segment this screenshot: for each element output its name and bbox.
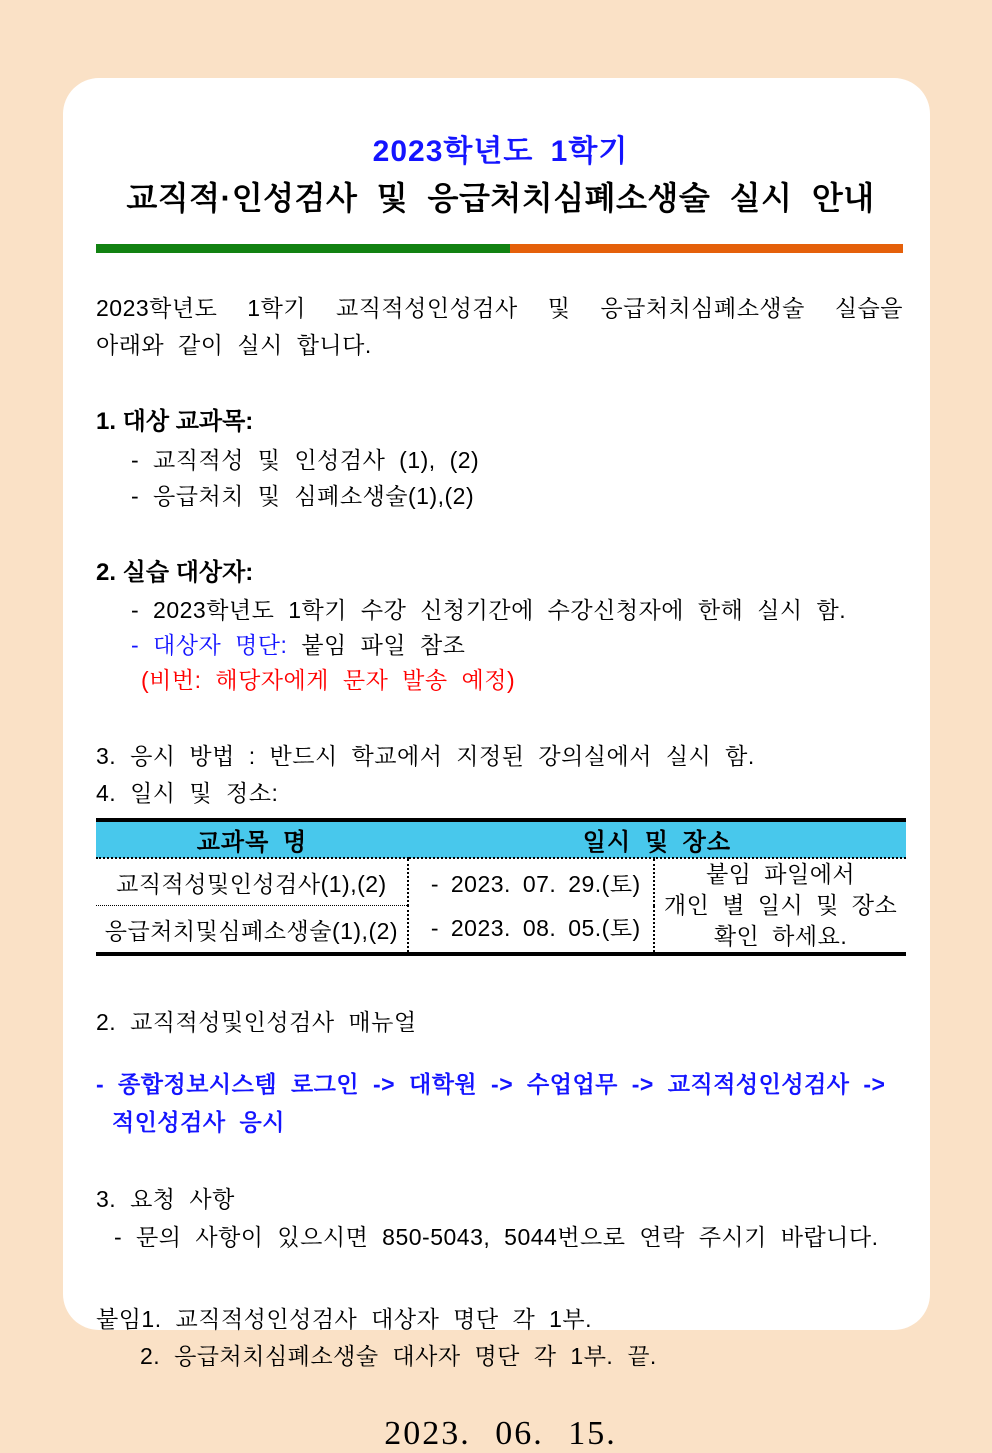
manual-heading: 2. 교직적성및인성검사 매뉴얼 <box>96 1009 417 1035</box>
notice-date: 2023. 06. 15. <box>384 1415 617 1452</box>
attachment-line-1: 붙임1. 교직적성인성검사 대상자 명단 각 1부. <box>96 1306 593 1332</box>
table-cell-dates <box>408 858 654 954</box>
nav-path-line-1: - 종합정보시스템 로그인 -> 대학원 -> 수업업무 -> 교직적성인성검사 -> <box>96 1071 886 1097</box>
request-item: - 문의 사항이 있으시면 850-5043, 5044번으로 연락 주시기 바랍니다. <box>114 1224 879 1250</box>
divider-bar <box>96 244 903 253</box>
table-row <box>96 858 906 906</box>
notice-title-line1: 2023학년도 1학기 <box>372 135 629 168</box>
table-cell-note <box>654 858 906 954</box>
notice-title-line2: 교직적·인성검사 및 응급처치심폐소생술 실시 안내 <box>126 180 875 216</box>
section2-items <box>96 593 905 698</box>
section1-item-1: - 교직적성 및 인성검사 (1), (2) <box>131 447 480 473</box>
intro-paragraph <box>96 291 903 363</box>
table-header-subject: 교과목 명 <box>96 820 408 858</box>
attachments-block <box>96 1301 905 1375</box>
date-line-1: - 2023. 07. 29.(토) <box>430 870 641 897</box>
password-notice-red: (비번: 해당자에게 문자 발송 예정) <box>141 667 516 693</box>
divider-orange-segment <box>510 244 903 253</box>
divider-green-segment <box>96 244 510 253</box>
target-list-rest: 붙임 파일 참조 <box>287 632 466 658</box>
nav-path-line-2: 적인성검사 응시 <box>112 1109 285 1135</box>
note-line-2: 개인 별 일시 및 장소 <box>663 892 898 918</box>
note-line-3: 확인 하세요. <box>713 923 848 949</box>
intro-line-1: 2023학년도 1학기 교직적성인성검사 및 응급처치심폐소생술 실습을 <box>96 295 903 321</box>
attachment-line-2: 2. 응급처치심폐소생술 대사자 명단 각 1부. 끝. <box>140 1343 657 1369</box>
schedule-table <box>96 818 906 956</box>
table-header-row <box>96 820 906 858</box>
section2-heading: 2. 실습 대상자: <box>96 559 254 586</box>
section2-item-1: - 2023학년도 1학기 수강 신청기간에 수강신청자에 한해 실시 함. <box>131 597 847 623</box>
note-line-1: 붙임 파일에서 <box>705 861 856 887</box>
date-line-2: - 2023. 08. 05.(토) <box>430 914 641 941</box>
notice-card <box>63 78 930 1452</box>
intro-line-2: 아래와 같이 실시 합니다. <box>96 332 372 358</box>
section4-heading: 4. 일시 및 정소: <box>96 780 279 806</box>
table-cell-subject-1: 교직적성및인성검사(1),(2) <box>96 858 408 906</box>
system-nav-path <box>96 1065 905 1141</box>
request-heading: 3. 요청 사항 <box>96 1186 235 1212</box>
section1-items <box>96 442 905 514</box>
table-cell-subject-2: 응급처치및심폐소생술(1),(2) <box>104 917 399 944</box>
section2-item-2 <box>131 628 905 663</box>
table-header-datetime-place: 일시 및 장소 <box>408 820 906 858</box>
section1-heading: 1. 대상 교과목: <box>96 408 254 435</box>
target-list-label: - 대상자 명단: <box>131 632 288 658</box>
section1-item-2: - 응급처치 및 심폐소생술(1),(2) <box>131 483 475 509</box>
section3-heading: 3. 응시 방법 : 반드시 학교에서 지정된 강의실에서 실시 함. <box>96 743 755 769</box>
